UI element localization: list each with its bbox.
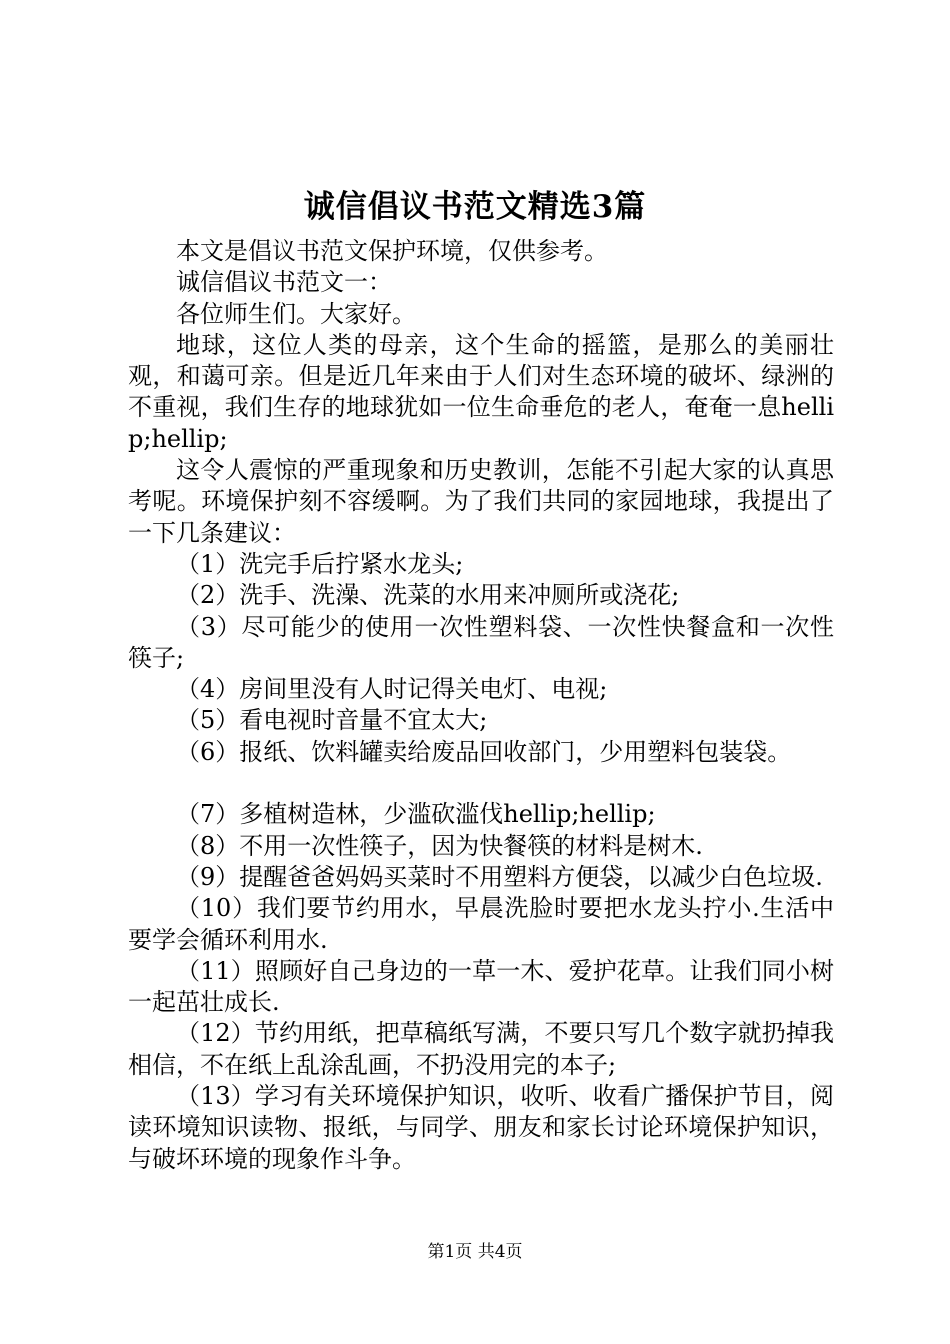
blank-line [128, 768, 834, 799]
paragraph-greeting: 各位师生们。大家好。 [176, 299, 416, 328]
document-body [128, 236, 834, 1175]
suggestion-item-3: （3）尽可能少的使用一次性塑料袋、一次性快餐盒和一次性筷子; [128, 612, 834, 672]
paragraph-intro: 本文是倡议书范文保护环境，仅供参考。 [176, 237, 608, 265]
suggestion-item-6: （6）报纸、饮料罐卖给废品回收部门，少用塑料包装袋。 [176, 737, 792, 766]
document-title: 诚信倡议书范文精选3篇 [303, 189, 647, 225]
page-number-footer: 第1页 共4页 [427, 1242, 523, 1262]
suggestion-item-10: （10）我们要节约用水，早晨洗脸时要把水龙头拧小.生活中要学会循环利用水. [128, 894, 834, 954]
paragraph-suggestions-intro: 这令人震惊的严重现象和历史教训，怎能不引起大家的认真思考呢。环境保护刻不容缓啊。为了我们共同的家园地球，我提出了一下几条建议： [128, 456, 834, 547]
suggestion-item-12: （12）节约用纸，把草稿纸写满，不要只写几个数字就扔掉我相信，不在纸上乱涂乱画，不扔没用完的本子; [128, 1019, 834, 1079]
suggestion-item-13: （13）学习有关环境保护知识，收听、收看广播保护节目，阅读环境知识读物、报纸，与同学、朋友和家长讨论环境保护知识，与破坏环境的现象作斗争。 [128, 1082, 834, 1173]
suggestion-item-8: （8）不用一次性筷子，因为快餐筷的材料是树木. [176, 831, 703, 860]
suggestion-item-11: （11）照顾好自己身边的一草一木、爱护花草。让我们同小树一起茁壮成长. [128, 956, 834, 1017]
suggestion-item-5: （5）看电视时音量不宜太大; [176, 706, 488, 735]
paragraph-earth: 地球，这位人类的母亲，这个生命的摇篮，是那么的美丽壮观，和蔼可亲。但是近几年来由于人们对生态环境的破坏、绿洲的不重视，我们生存的地球犹如一位生命垂危的老人，奄奄一息hellip;hellip; [128, 330, 834, 453]
suggestion-item-1: （1）洗完手后拧紧水龙头; [176, 549, 464, 578]
suggestion-item-9: （9）提醒爸爸妈妈买菜时不用塑料方便袋，以减少白色垃圾. [176, 862, 823, 891]
suggestion-item-7: （7）多植树造林，少滥砍滥伐hellip;hellip; [176, 800, 656, 829]
suggestion-item-4: （4）房间里没有人时记得关电灯、电视; [176, 675, 608, 704]
suggestion-item-2: （2）洗手、洗澡、洗菜的水用来冲厕所或浇花; [176, 581, 680, 610]
paragraph-section-heading: 诚信倡议书范文一： [176, 268, 392, 297]
